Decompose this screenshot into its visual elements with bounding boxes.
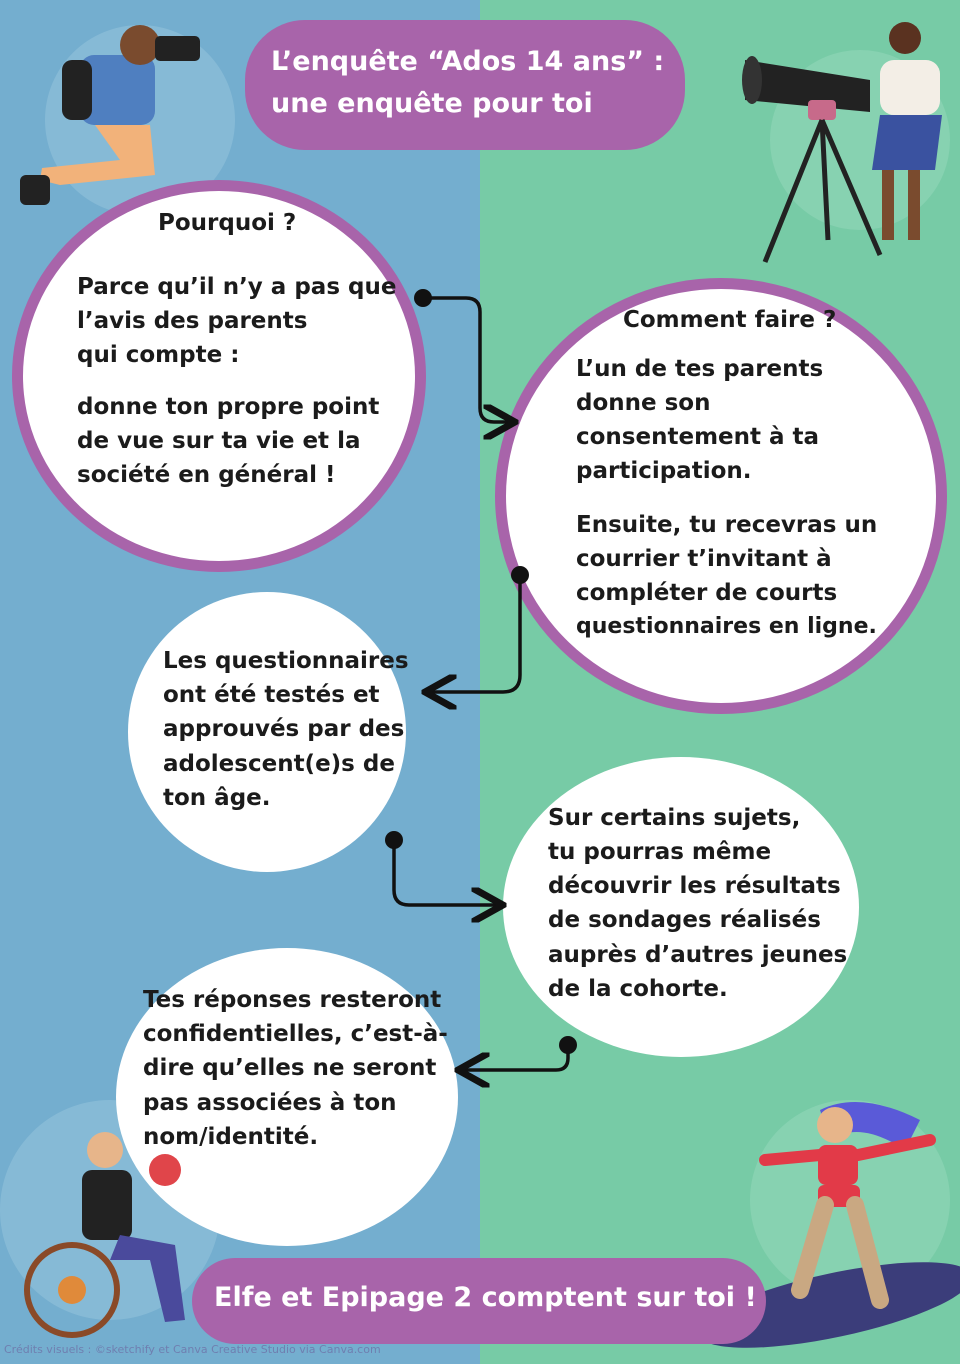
tests-line: adolescent(e)s de xyxy=(163,751,395,777)
pourquoi-line: l’avis des parents xyxy=(77,308,308,334)
confidentiel-line: Tes réponses resteront xyxy=(143,987,442,1013)
title-line-2: une enquête pour toi xyxy=(271,88,593,119)
resultats-line: tu pourras même xyxy=(548,839,772,865)
pourquoi-line: société en général ! xyxy=(77,462,336,488)
footer-text: Elfe et Epipage 2 comptent sur toi ! xyxy=(214,1282,757,1313)
pourquoi-line: qui compte : xyxy=(77,342,240,368)
tests-line: Les questionnaires xyxy=(163,648,409,674)
resultats-line: de la cohorte. xyxy=(548,976,728,1002)
visual-credits: Crédits visuels : ©sketchify et Canva Creative Studio via Canva.com xyxy=(4,1343,381,1356)
confidentiel-line: pas associées à ton xyxy=(143,1090,397,1116)
comment-line: courrier t’invitant à xyxy=(576,546,832,572)
resultats-line: découvrir les résultats xyxy=(548,873,841,899)
resultats-line: auprès d’autres jeunes xyxy=(548,942,848,968)
confidentiel-line: confidentielles, c’est-à- xyxy=(143,1021,448,1047)
comment-line: compléter de courts xyxy=(576,580,838,606)
pourquoi-line: donne ton propre point xyxy=(77,394,380,420)
comment-line: participation. xyxy=(576,458,752,484)
tests-line: ont été testés et xyxy=(163,682,380,708)
comment-line: consentement à ta xyxy=(576,424,820,450)
title-line-1: L’enquête “Ados 14 ans” : xyxy=(271,46,665,77)
confidentiel-line: nom/identité. xyxy=(143,1124,319,1150)
pourquoi-heading: Pourquoi ? xyxy=(158,210,297,236)
resultats-line: de sondages réalisés xyxy=(548,907,821,933)
wheelchair-boy-illustration xyxy=(27,1132,185,1335)
comment-line: questionnaires en ligne. xyxy=(576,614,877,639)
resultats-line: Sur certains sujets, xyxy=(548,805,801,831)
tests-line: approuvés par des xyxy=(163,716,405,742)
comment-line: donne son xyxy=(576,390,711,416)
pourquoi-line: de vue sur ta vie et la xyxy=(77,428,361,454)
comment-line: L’un de tes parents xyxy=(576,356,824,382)
comment-line: Ensuite, tu recevras un xyxy=(576,512,878,538)
comment-heading: Comment faire ? xyxy=(623,307,837,333)
tests-line: ton âge. xyxy=(163,785,271,811)
photographer-illustration xyxy=(20,25,200,205)
pourquoi-line: Parce qu’il n’y a pas que xyxy=(77,274,397,300)
footer-banner xyxy=(192,1258,766,1344)
confidentiel-line: dire qu’elles ne seront xyxy=(143,1055,437,1081)
telescope-girl-illustration xyxy=(742,22,942,262)
